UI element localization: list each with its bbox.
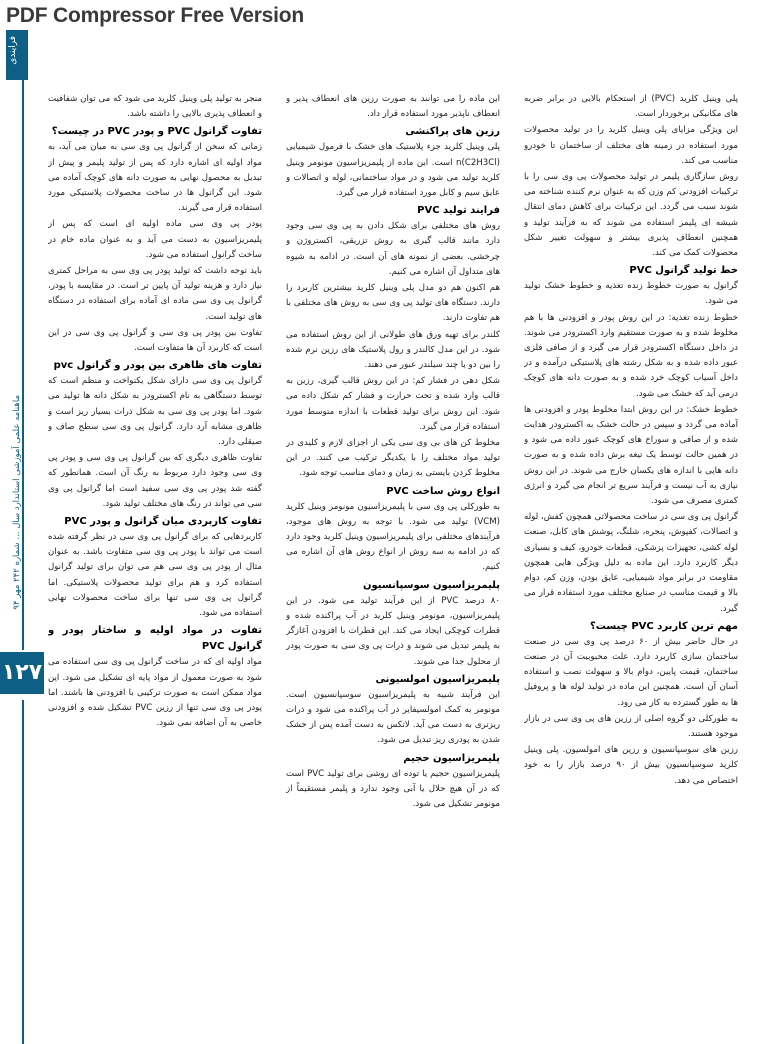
section-heading: پلیمریزاسیون امولسیونی (375, 673, 500, 685)
paragraph: تفاوت بین پودر پی وی سی و گرانول پی وی سی در این است که کاربرد آن ها متفاوت است. (48, 327, 262, 354)
paragraph: گرانول پی وی سی در ساخت محصولاتی همچون کفش، لوله و اتصالات، کفپوش، پنجره، شلنگ، پوشش های کابل، صنعت لوله کشی، تجهیزات پزشکی، قطعات خودرو، کیف و بسیاری دیگر کاربرد دارد. این ماده به دلیل ویژگی هایی همچون مقاومت در برابر مواد شیمیایی، عایق بودن، وزن کم، دوام بالا و قیمت مناسب در صنایع مختلف مورد استفاده قرار می گیرد. (524, 512, 738, 614)
left-rail (0, 0, 43, 1044)
paragraph: پلیمریزاسیون حجیم یا توده ای روشی برای تولید PVC است که در آن هیچ حلال یا آبی وجود ندارد و پلیمر مستقیماً از مونومر تشکیل می شود. (286, 768, 500, 809)
rail-divider-lower (22, 700, 24, 1044)
watermark-text: PDF Compressor Free Version (6, 4, 305, 27)
journal-footer (12, 395, 24, 675)
paragraph: این فرآیند شبیه به پلیمریزاسیون سوسپانسیون است. مونومر به کمک امولسیفایر در آب پراکنده می شود و ذرات ریزتری به دست می آید. لاتکس به دست آمده پس از خشک شدن به پودری ریز تبدیل می شود. (286, 689, 500, 746)
column-left (48, 92, 262, 1032)
paragraph: باید توجه داشت که تولید پودر پی وی سی به مراحل کمتری نیاز دارد و هزینه تولید آن پایین تر است. در مقایسه با پودر، گرانول پی وی سی ماده ای آماده برای استفاده در دستگاه های تولید است. (48, 266, 262, 322)
section-heading: تفاوت کاربردی میان گرانول و پودر PVC (64, 516, 262, 528)
paragraph: مواد اولیه ای که در ساخت گرانول پی وی سی استفاده می شود به صورت معمول از مواد پایه ای تشکیل می شود. این مواد ممکن است به صورت ترکیبی با افزودنی ها باشند. اما پودر پی وی سی تنها از رزین PVC تشکیل شده و افزودنی خاصی به آن اضافه نمی شود. (48, 657, 262, 729)
section-heading: رزین های پراکنشی (405, 126, 500, 138)
section-heading: پلیمریزاسیون حجیم (403, 752, 500, 764)
paragraph: به طورکلی پی وی سی با پلیمریزاسیون مونومر وینیل کلرید (VCM) تولید می شود. با توجه به روش های موجود، فرآیندهای مختلفی برای پلیمریزاسیون وینیل کلرید وجود دارد که در ادامه به سه روش از انواع روش های آن اشاره می کنیم. (286, 501, 500, 573)
paragraph: رزین های سوسپانسیون و رزین های امولسیون. پلی وینیل کلرید سوسپانسیون بیش از ۹۰ درصد بازار را به خود اختصاص می دهد. (524, 745, 738, 786)
paragraph: ۸۰ درصد PVC از این فرآیند تولید می شود. در این پلیمریزاسیون، مونومر وینیل کلرید در آب پراکنده شده و قطرات کوچکی ایجاد می کند. این قطرات با افزودن آغازگر به پلیمر تبدیل می شوند و ذرات پی وی سی به صورت پودر از محلول جدا می شوند. (286, 595, 500, 667)
paragraph: گرانول پی وی سی دارای شکل یکنواخت و منظم است که توسط دستگاهی به نام اکسترودر به شکل دانه ها تولید می شود. اما پودر پی وی سی به شکل ذرات بسیار ریز است و ظاهری مشابه آرد دارد. گرانول پی وی سی سطح صاف و صیقلی دارد. (48, 376, 262, 448)
paragraph: این ویژگی مزایای پلی وینیل کلرید را در تولید محصولات مورد استفاده در زمینه های مختلف از ساختمان تا خودرو مناسب می کند. (524, 125, 738, 166)
paragraph: روش سازگاری پلیمر در تولید محصولات پی وی سی را با ترکیبات افزودنی کم وزن که به عنوان نرم کننده شناخته می شوند سبب می گردد. این ترکیبات برای کاهش دمای انتقال شیشه ای پلیمر استفاده می شوند که به فرآیند تولید و همچنین انعطاف پذیری بیشتر و سهولت تغییر شکل محصولات کمک می کند. (524, 172, 738, 259)
paragraph: خطوط خشک: در این روش ابتدا مخلوط پودر و افزودنی ها آماده می گردد و سپس در حالت خشک به اکسترودر هدایت شده و از صافی و سوراخ های کوچک عبور داده می شود و در همین حالت توسط یک تیغه برش داده شده و به صورت دانه هایی با اندازه های یکسان خارج می شوند. در این روش نیازی به آب نیست و فرآیند سریع تر انجام می گیرد و انرژی کمتری مصرف می شود. (524, 404, 738, 507)
column-right (524, 92, 738, 1032)
paragraph: گرانول به صورت خطوط زنده تغذیه و خطوط خشک تولید می شود. (524, 281, 738, 307)
paragraph: به طورکلی دو گروه اصلی از رزین های پی وی سی در بازار موجود هستند. (524, 713, 738, 739)
column-middle (286, 92, 500, 1032)
paragraph: مخلوط کن های بی وی سی یکی از اجزای لازم و کلیدی در تولید مواد مختلف را با یکدیگر ترکیب می کنند. در این مخلوط کردن بایستی به زمان و دمای مناسب توجه شود. (286, 438, 500, 479)
section-heading: تفاوت گرانول PVC و پودر PVC در چیست؟ (51, 126, 262, 138)
journal-footer-label: ماهنامه علمی آموزشی استاندارد سال ... شماره ۲۴۲ مهر ۹۴ (12, 395, 22, 610)
section-tab-label: فرایندی (8, 36, 18, 65)
paragraph: این ماده را می توانند به صورت رزین های انعطاف پذیر و انعطاف ناپذیر مورد استفاده قرار داد. (286, 94, 500, 120)
paragraph: هم اکنون هم دو مدل پلی وینیل کلرید بیشترین کاربرد را دارند. دستگاه های تولید پی وی سی به روش های مختلفی با هم تفاوت دارند. (286, 283, 500, 324)
page-number-box (0, 652, 44, 694)
paragraph: پلی وینیل کلرید (PVC) از استحکام بالایی در برابر ضربه های مکانیکی برخوردار است. (524, 94, 738, 120)
section-heading: انواع روش ساخت PVC (386, 485, 500, 497)
paragraph: در حال حاضر بیش از ۶۰ درصد پی وی سی در صنعت ساختمان سازی کاربرد دارد. علت محبوبیت آن در صنعت ساختمان، قیمت پایین، دوام بالا و سهولت نصب و استفاده آسان آن است. همچنین این ماده در تولید لوله ها و پروفیل ها به طور گسترده به کار می رود. (524, 636, 738, 708)
section-heading: مهم ترین کاربرد PVC چیست؟ (589, 620, 738, 632)
paragraph: پودر پی وی سی ماده اولیه ای است که پس از پلیمریزاسیون به دست می آید و به عنوان ماده خام در ساخت گرانول استفاده می شود. (48, 219, 262, 260)
section-heading: پلیمریزاسیون سوسپانسیون (362, 579, 500, 591)
section-heading: فرایند تولید PVC (417, 205, 500, 217)
paragraph: کاربردهایی که برای گرانول پی وی سی در نظر گرفته شده است می تواند با پودر پی وی سی متفاوت باشد. به عنوان مثال از پودر پی وی سی هم می توان برای تولید گرانول استفاده کرد و هم برای تولید محصولات پلاستیکی. اما گرانول پی وی سی تنها برای ساخت محصولات نهایی استفاده می شود. (48, 532, 262, 619)
paragraph: تفاوت ظاهری دیگری که بین گرانول پی وی سی و پودر پی وی سی وجود دارد مربوط به رنگ آن است. همانطور که گفته شد پودر پی وی سی سفید است اما گرانول پی وی سی می تواند در رنگ های مختلف تولید شود. (48, 453, 262, 509)
paragraph: منجر به تولید پلی وینیل کلرید می شود که می توان شفافیت و انعطاف پذیری بالایی را داشته باشد. (48, 94, 262, 120)
paragraph: زمانی که سخن از گرانول پی وی سی به میان می آید، به مواد اولیه ای اشاره دارد که پس از تولید پلیمر و پیش از تبدیل به محصول نهایی به صورت دانه های کوچک آماده می شود. این گرانول ها در ساخت محصولات پلاستیکی مورد استفاده قرار می گیرند. (48, 142, 262, 214)
section-heading: تفاوت های ظاهری بین پودر و گرانول pvc (53, 360, 262, 372)
page-number: ۱۲۷ (1, 660, 43, 685)
section-heading: خط تولید گرانول PVC (629, 265, 738, 277)
paragraph: پلی وینیل کلرید جزء پلاستیک های خشک با فرمول شیمیایی n(C2H3Cl) است. این ماده از پلیمریزاسیون مونومر وینیل کلرید تولید می شود و در مواد ساختمانی، لوله و اتصالات و عایق سیم و کابل مورد استفاده قرار می گیرد. (286, 142, 500, 199)
paragraph: کلندر برای تهیه ورق های طولانی از این روش استفاده می شود. در این مدل کالندر و رول پلاستیک های رزین نرم شده را بین دو یا چند سیلندر عبور می دهند. (286, 329, 500, 371)
article-body (48, 92, 738, 1032)
paragraph: شکل دهی در فشار کم: در این روش قالب گیری، رزین به قالب وارد شده و تحت حرارت و فشار کم شکل داده می شود. این روش برای تولید قطعات با اندازه متوسط مورد استفاده قرار می گیرد. (286, 376, 500, 432)
section-heading: تفاوت در مواد اولیه و ساختار پودر و گرانول PVC (48, 625, 262, 653)
paragraph: روش های مختلفی برای شکل دادن به پی وی سی وجود دارد مانند قالب گیری به روش تزریقی، اکستروژن و چرخشی. بعضی از نمونه های آن است. در ادامه به شیوه های متداول آن اشاره می کنیم. (286, 221, 500, 277)
paragraph: خطوط زنده تغذیه: در این روش پودر و افزودنی ها با هم مخلوط شده و به صورت مستقیم وارد اکسترودر می شوند. در داخل دستگاه اکسترودر قرار می گیرد و از صافی فلزی عبور داده شده و به شکل رشته های پلاستیکی درآمده و در داخل آسیاب کوچک خرد شده و به صورت دانه های کوچک درمی آید که خشک می شود. (524, 312, 738, 399)
section-tab (6, 30, 28, 80)
